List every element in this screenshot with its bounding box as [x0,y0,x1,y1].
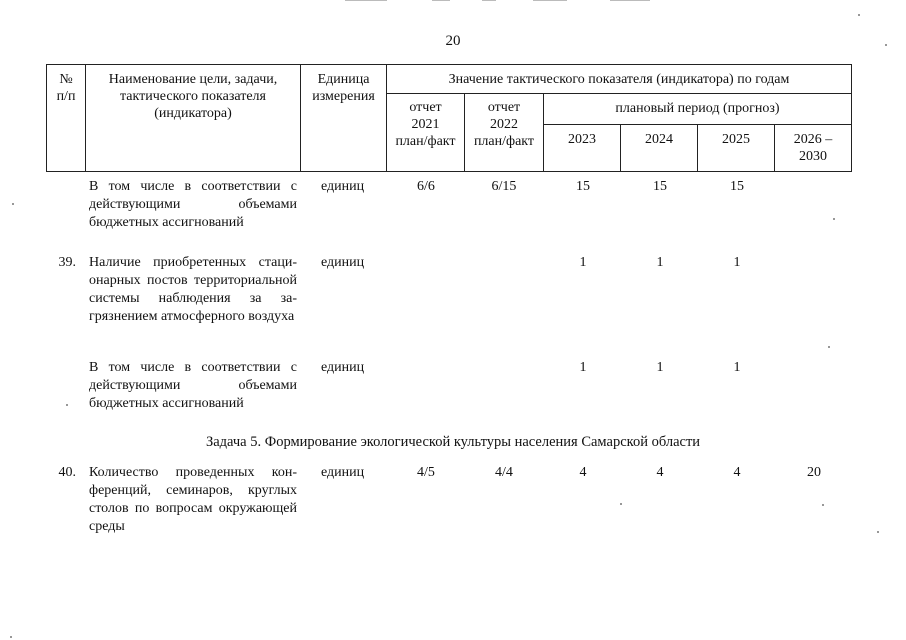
header-year-2024 [620,124,698,172]
header-year-2026-2030 [774,124,852,172]
scan-speck [833,218,835,220]
header-year-2025 [697,124,775,172]
row-value-2024: 1 [656,255,664,270]
header-planned-period [543,93,852,125]
header-name-line: тактического показателя [120,89,266,104]
header-report-line: план/факт [473,134,535,149]
row-value-2024: 4 [656,465,664,480]
scan-artifact-line [482,0,496,1]
task-section-title: Задача 5. Формирование экологической культуры населения Самарской области [205,434,701,450]
header-values-title-text: Значение тактического показателя (индикатора) по годам [448,72,790,87]
header-values-title [386,64,852,94]
header-name-line: Наименование цели, задачи, [108,72,278,87]
header-report-line: 2022 [490,117,518,132]
row-value-2024: 15 [653,179,667,194]
row-value-2024: 1 [656,360,664,375]
scan-speck [66,404,68,406]
row-value-2025: 4 [733,465,741,480]
scan-speck [10,636,12,638]
header-year-text: 2030 [799,149,827,164]
row-indicator-name: В том числе в соответствии с действующими объемами бюджетных ассигнований [89,360,297,411]
row-unit: единиц [321,465,365,480]
row-value-2023: 1 [579,360,587,375]
header-report-line: отчет [409,100,442,115]
scan-artifact-line [610,0,650,1]
header-year-text: 2025 [722,132,750,147]
scan-artifact-line [432,0,450,1]
header-unit-cell [300,64,387,172]
row-unit: единиц [321,360,365,375]
row-unit: единиц [321,255,365,270]
row-value-2025: 15 [730,179,744,194]
row-number: 39. [58,255,76,270]
scan-speck [828,346,830,348]
header-planned-period-text: плановый период (прогноз) [615,101,780,116]
row-value-2021: 4/5 [417,465,435,480]
header-report-line: план/факт [395,134,456,149]
scan-speck [858,14,860,16]
row-value-2021: 6/6 [417,179,435,194]
header-report-2021 [386,93,465,172]
header-unit-line: измерения [312,89,375,104]
header-year-2023 [543,124,621,172]
row-indicator-name: В том числе в соответствии с действующими объемами бюджетных ассигнований [89,179,297,230]
row-value-2023: 4 [579,465,587,480]
header-year-text: 2026 – [793,132,833,147]
header-year-text: 2023 [568,132,596,147]
row-value-2025: 1 [733,360,741,375]
row-value-2026-2030: 20 [807,465,821,480]
page-number: 20 [445,33,461,49]
row-value-2023: 1 [579,255,587,270]
row-value-2023: 15 [576,179,590,194]
scan-speck [620,503,622,505]
header-report-line: 2021 [411,117,440,132]
row-value-2022: 6/15 [491,179,517,194]
row-number: 40. [58,465,76,480]
scan-speck [877,531,879,533]
scan-speck [822,504,824,506]
header-number-abbr: п/п [56,89,76,104]
header-report-line: отчет [487,100,521,115]
header-number-cell [46,64,86,172]
header-name-line: (индикатора) [154,106,232,121]
header-year-text: 2024 [645,132,673,147]
row-unit: единиц [321,179,365,194]
scan-speck [12,203,14,205]
header-unit-line: Единица [317,72,370,87]
header-name-cell [85,64,301,172]
row-value-2022: 4/4 [495,465,513,480]
header-number-symbol: № [59,72,73,87]
scan-artifact-line [345,0,387,1]
scan-artifact-line [533,0,567,1]
header-report-2022 [464,93,544,172]
row-value-2025: 1 [733,255,741,270]
row-indicator-name: Наличие приобретенных стационарных постов территориальной системы наблюдения за загрязнением атмосферного воздуха [89,255,297,324]
row-indicator-name: Количество проведенных конференций, семинаров, круглых столов по вопросам окружающей среды [89,465,297,534]
scan-speck [885,44,887,46]
